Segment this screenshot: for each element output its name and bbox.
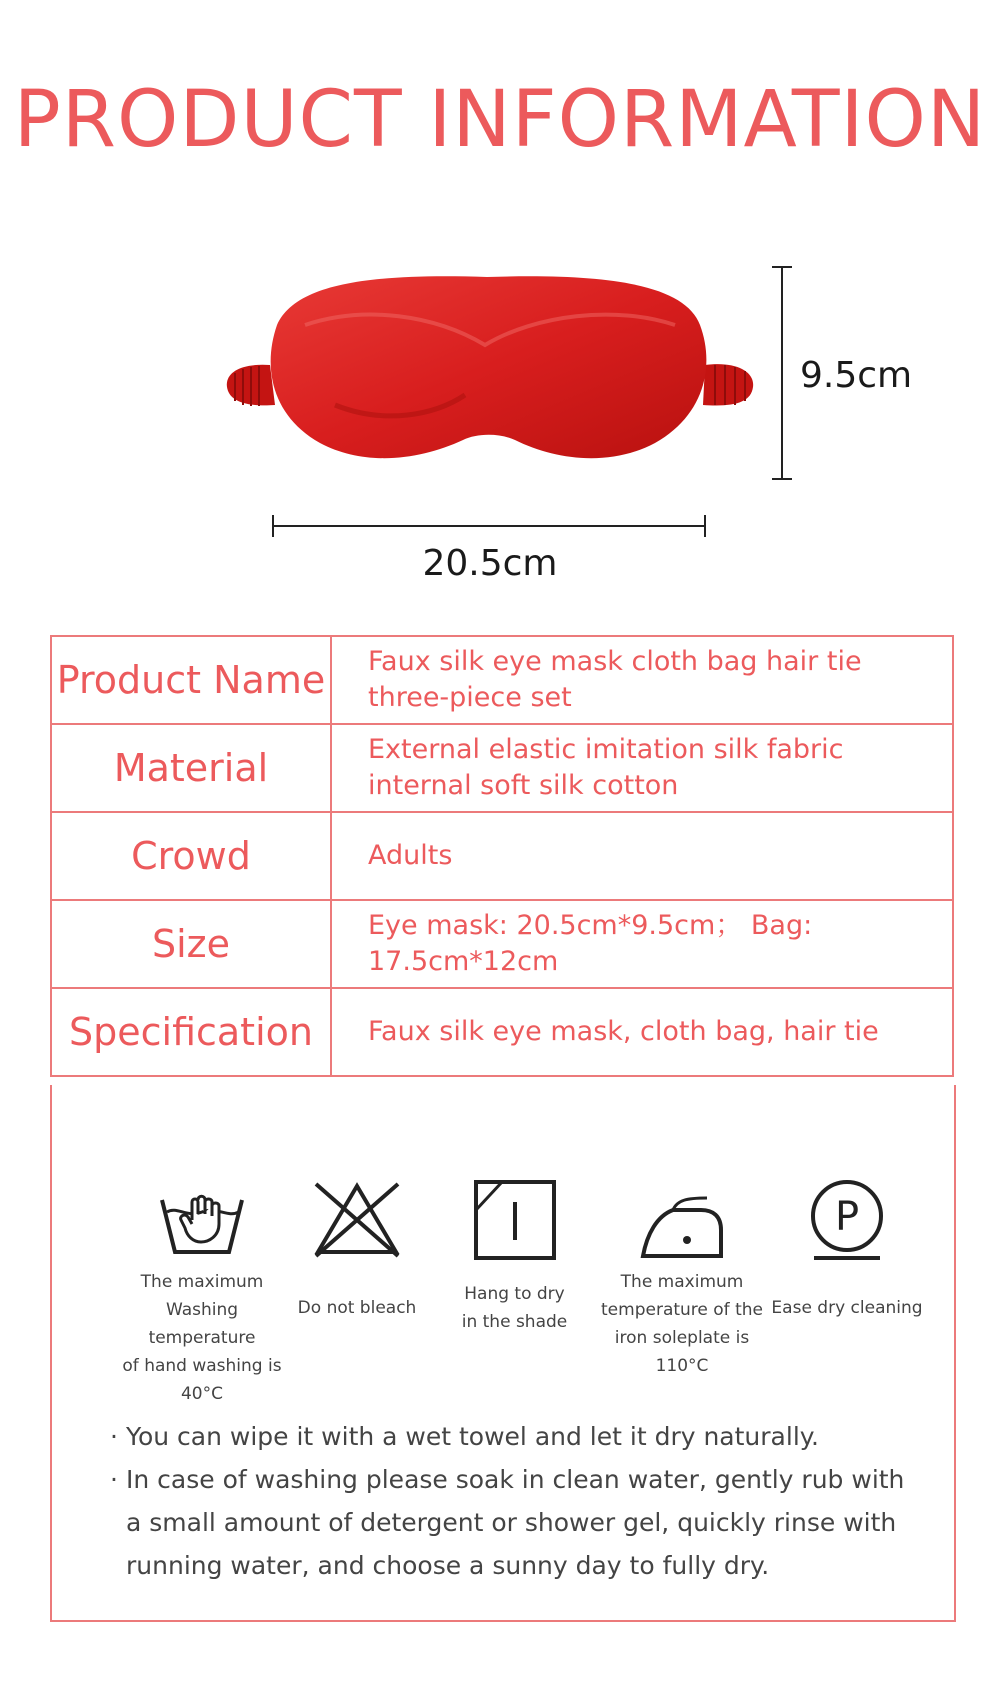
bullet: · xyxy=(110,1422,118,1451)
table-row xyxy=(51,636,953,724)
height-dimension-line xyxy=(772,266,792,480)
row-value-material: External elastic imitation silk fabric internal soft silk cotton xyxy=(331,724,953,812)
table-row xyxy=(51,988,953,1076)
care-note-text: You can wipe it with a wet towel and let it dry naturally. xyxy=(126,1422,819,1451)
care-label-line: of hand washing is 40°C xyxy=(122,1356,282,1404)
row-value-size: Eye mask: 20.5cm*9.5cm； Bag: 17.5cm*12cm xyxy=(331,900,953,988)
row-label-specification: Specification xyxy=(51,988,331,1076)
care-note xyxy=(110,1458,914,1587)
care-item-dry-clean xyxy=(767,1180,927,1318)
care-item-hand-wash xyxy=(112,1180,292,1404)
svg-text:P: P xyxy=(834,1194,860,1240)
table-row xyxy=(51,724,953,812)
bullet: · xyxy=(110,1465,118,1494)
care-label-line: temperature of the xyxy=(601,1300,763,1320)
care-label-line: Ease dry cleaning xyxy=(771,1298,923,1318)
care-instructions-panel xyxy=(50,1085,956,1622)
width-label: 20.5cm xyxy=(422,543,558,584)
iron-icon xyxy=(637,1180,727,1260)
page-title: PRODUCT INFORMATION xyxy=(13,75,987,165)
care-item-do-not-bleach xyxy=(292,1180,422,1318)
row-label-size: Size xyxy=(51,900,331,988)
do-not-bleach-icon xyxy=(312,1180,402,1260)
care-note xyxy=(110,1415,914,1458)
care-label-line: Do not bleach xyxy=(297,1298,417,1318)
dry-in-shade-icon xyxy=(470,1180,560,1260)
product-info-table xyxy=(50,635,954,1077)
row-label-crowd: Crowd xyxy=(51,812,331,900)
care-label-line: The maximum xyxy=(140,1272,264,1292)
width-dimension-line xyxy=(272,515,706,537)
row-value-specification: Faux silk eye mask, cloth bag, hair tie xyxy=(331,988,953,1076)
row-label-material: Material xyxy=(51,724,331,812)
eye-mask-image xyxy=(215,255,760,505)
care-note-text: In case of washing please soak in clean water, gently rub with a small amount of detergent or shower gel, quickly rinse with running water, and choose a sunny day to fully dry. xyxy=(126,1465,905,1580)
table-row xyxy=(51,900,953,988)
care-notes xyxy=(110,1415,914,1587)
row-label-product-name: Product Name xyxy=(51,636,331,724)
care-label-line: iron soleplate is 110°C xyxy=(614,1328,750,1376)
hand-wash-icon xyxy=(157,1180,247,1260)
table-row xyxy=(51,812,953,900)
care-item-dry-in-shade xyxy=(452,1180,577,1332)
care-item-iron xyxy=(587,1180,777,1376)
care-label-line: in the shade xyxy=(461,1312,568,1332)
row-value-product-name: Faux silk eye mask cloth bag hair tie three-piece set xyxy=(331,636,953,724)
dry-clean-icon xyxy=(802,1180,892,1260)
row-value-crowd: Adults xyxy=(331,812,953,900)
height-label: 9.5cm xyxy=(800,355,913,396)
care-label-line: The maximum xyxy=(620,1272,744,1292)
care-label-line: Washing temperature xyxy=(148,1300,256,1348)
care-label-line: Hang to dry xyxy=(464,1284,565,1304)
